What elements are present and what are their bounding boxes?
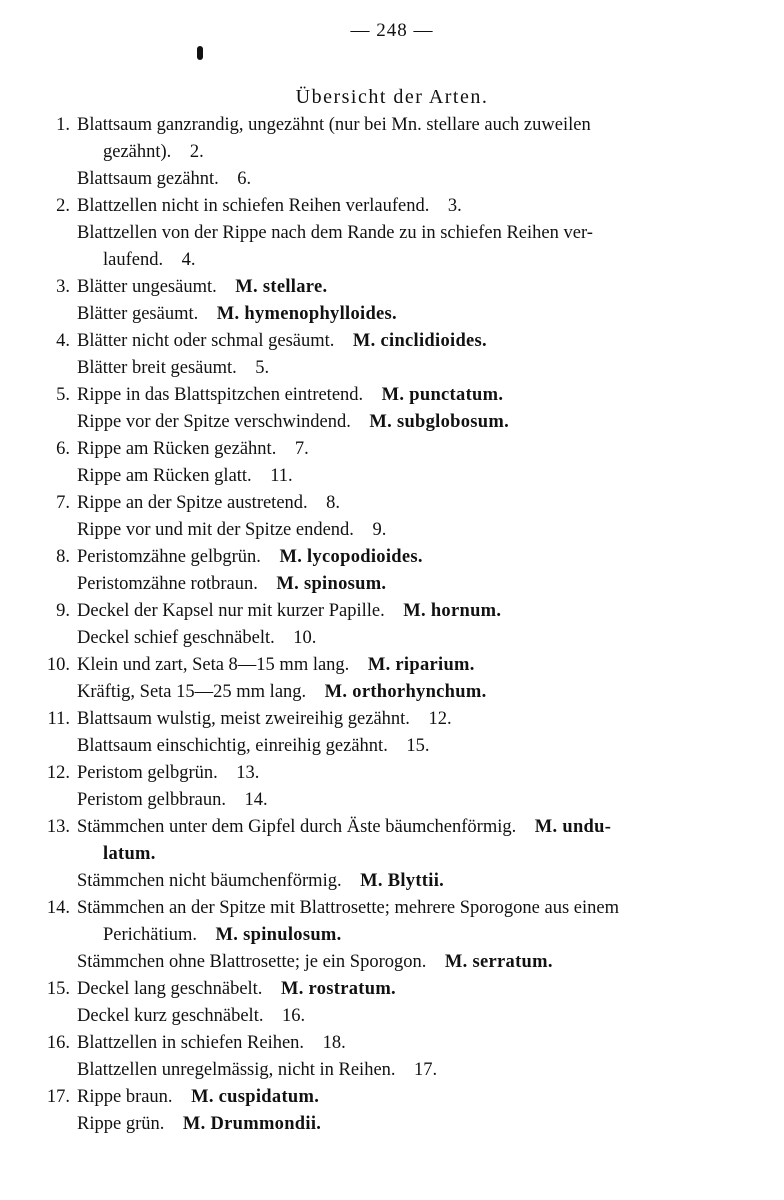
key-reference: 3. [447,196,462,216]
key-text [77,493,340,514]
species-name: M. undu- [534,817,612,837]
key-description: Peristom gelbbraun. [77,790,227,810]
key-text [77,1114,321,1135]
key-number: 16. [46,1033,70,1053]
key-line [0,304,784,331]
key-description: Klein und zart, Seta 8—15 mm lang. [77,655,350,675]
species-name: M. lycopodioides. [279,547,423,567]
key-line [0,817,784,844]
key-description: gezähnt). [103,142,172,162]
key-description: Rippe braun. [77,1087,173,1107]
species-name: M. hornum. [403,601,502,621]
key-text [77,385,503,406]
key-text [77,304,397,325]
key-reference: 5. [255,358,270,378]
key-text [77,412,509,433]
key-line [0,844,784,871]
key-line [0,547,784,574]
key-line [0,385,784,412]
key-line [0,979,784,1006]
key-description: Kräftig, Seta 15—25 mm lang. [77,682,307,702]
key-text [77,763,259,784]
key-number: 3. [56,277,70,297]
key-text [77,331,487,352]
key-reference: 6. [237,169,252,189]
species-name: M. cinclidioides. [352,331,487,351]
species-name: M. Drummondii. [182,1114,322,1134]
key-line [0,871,784,898]
key-description: Rippe an der Spitze austretend. [77,493,308,513]
species-name: M. stellare. [235,277,328,297]
key-description: Rippe vor und mit der Spitze endend. [77,520,354,540]
key-reference: 18. [322,1033,346,1053]
species-name: M. subglobosum. [369,412,510,432]
key-line [0,682,784,709]
key-line [0,1033,784,1060]
key-number: 9. [56,601,70,621]
key-line [0,574,784,601]
key-line [0,169,784,196]
key-line [0,601,784,628]
key-text [77,628,316,649]
key-description: Blattzellen von der Rippe nach dem Rande zu in schiefen Reihen ver- [77,223,593,243]
key-line [0,1006,784,1033]
species-name: M. orthorhynchum. [324,682,487,702]
species-name: M. punctatum. [381,385,504,405]
key-text [77,277,327,298]
key-description: Deckel lang geschnäbelt. [77,979,263,999]
key-description: Stämmchen ohne Blattrosette; je ein Sporogon. [77,952,427,972]
key-description: Stämmchen nicht bäumchenförmig. [77,871,342,891]
key-line [0,196,784,223]
key-description: Blätter ungesäumt. [77,277,217,297]
key-number: 11. [47,709,70,729]
key-line [0,358,784,385]
key-description: Rippe grün. [77,1114,165,1134]
key-reference: 17. [414,1060,438,1080]
key-text [77,709,452,730]
key-text [77,979,396,1000]
page-heading: Übersicht der Arten. [295,86,489,108]
key-text [77,898,619,919]
species-name: M. Blyttii. [360,871,445,891]
key-reference: 10. [293,628,317,648]
key-line [0,223,784,250]
key-description: Rippe vor der Spitze verschwindend. [77,412,351,432]
key-line [0,790,784,817]
key-text [77,817,611,838]
key-text [77,1060,437,1081]
key-number: 14. [46,898,70,918]
key-line [0,520,784,547]
key-line [0,628,784,655]
key-text [77,682,487,703]
key-line [0,493,784,520]
key-text [77,547,423,568]
key-line [0,1060,784,1087]
key-number: 10. [46,655,70,675]
key-description: Deckel der Kapsel nur mit kurzer Papille. [77,601,385,621]
key-description: Peristom gelbgrün. [77,763,218,783]
key-reference: 11. [270,466,293,486]
key-description: Rippe in das Blattspitzchen eintretend. [77,385,364,405]
key-text [77,466,293,487]
key-description: Blattzellen nicht in schiefen Reihen verlaufend. [77,196,430,216]
key-text [77,1087,319,1108]
key-description: Blattzellen unregelmässig, nicht in Reihen. [77,1060,396,1080]
key-description: Stämmchen unter dem Gipfel durch Äste bäumchenförmig. [77,817,517,837]
species-key [0,115,784,1141]
key-text [77,223,593,244]
key-text [77,196,462,217]
key-line [0,331,784,358]
key-line [0,277,784,304]
key-description: Blätter breit gesäumt. [77,358,237,378]
key-line [0,412,784,439]
key-reference: 16. [281,1006,306,1026]
key-line [0,655,784,682]
key-number: 12. [46,763,70,783]
key-description: Peristomzähne gelbgrün. [77,547,261,567]
key-number: 17. [46,1087,70,1107]
key-description: Rippe am Rücken glatt. [77,466,252,486]
key-text [77,790,268,811]
key-description: Blattsaum gezähnt. [77,169,219,189]
species-name: M. spinulosum. [215,925,342,945]
key-text [77,736,429,757]
key-text [77,358,269,379]
key-text [77,520,386,541]
key-description: Blattsaum ganzrandig, ungezähnt (nur bei Mn. stellare auch zuweilen [77,115,591,135]
key-text [77,871,444,892]
key-text [77,250,195,271]
species-name: M. cuspidatum. [191,1087,320,1107]
key-line [0,736,784,763]
key-description: Blätter nicht oder schmal gesäumt. [77,331,335,351]
key-number: 2. [56,196,70,216]
key-line [0,250,784,277]
key-number: 4. [56,331,70,351]
key-description: Deckel schief geschnäbelt. [77,628,275,648]
key-reference: 4. [181,250,196,270]
key-text [77,925,342,946]
key-number: 6. [56,439,70,459]
key-description: Deckel kurz geschnäbelt. [77,1006,264,1026]
key-line [0,466,784,493]
key-description: Blattsaum einschichtig, einreihig gezähnt. [77,736,388,756]
species-name: M. rostratum. [280,979,396,999]
key-text [77,439,309,460]
key-number: 1. [56,115,70,135]
key-line [0,952,784,979]
key-text [77,115,591,136]
key-description: Rippe am Rücken gezähnt. [77,439,277,459]
species-name: M. hymenophylloides. [216,304,397,324]
key-text [77,844,156,865]
key-reference: 2. [189,142,204,162]
page-number: — 248 — [350,20,434,41]
key-line [0,1087,784,1114]
key-reference: 12. [428,709,452,729]
key-line [0,1114,784,1141]
key-number: 8. [56,547,70,567]
key-line [0,709,784,736]
key-text [77,1006,305,1027]
key-text [77,952,553,973]
key-line [0,925,784,952]
key-text [77,574,386,595]
key-description: laufend. [103,250,164,270]
key-reference: 7. [294,439,309,459]
key-reference: 13. [236,763,260,783]
key-description: Stämmchen an der Spitze mit Blattrosette; mehrere Sporogone aus einem [77,898,620,918]
key-reference: 15. [406,736,430,756]
species-name: M. riparium. [367,655,475,675]
key-reference: 14. [244,790,268,810]
key-reference: 9. [372,520,387,540]
key-number: 15. [46,979,70,999]
key-line [0,763,784,790]
key-line [0,115,784,142]
key-text [77,655,475,676]
key-description: Peristomzähne rotbraun. [77,574,258,594]
key-line [0,142,784,169]
key-reference: 8. [326,493,341,513]
key-number: 7. [56,493,70,513]
key-description: Perichätium. [103,925,198,945]
key-number: 13. [46,817,70,837]
species-name: M. serratum. [444,952,553,972]
key-text [77,169,251,190]
species-name: M. spinosum. [276,574,387,594]
key-description: Blattsaum wulstig, meist zweireihig gezähnt. [77,709,410,729]
key-number: 5. [56,385,70,405]
ink-spot [197,46,203,60]
key-text [77,1033,346,1054]
species-name: latum. [103,844,156,864]
key-line [0,439,784,466]
key-text [77,142,204,163]
key-description: Blattzellen in schiefen Reihen. [77,1033,305,1053]
key-line [0,898,784,925]
key-text [77,601,501,622]
key-description: Blätter gesäumt. [77,304,199,324]
